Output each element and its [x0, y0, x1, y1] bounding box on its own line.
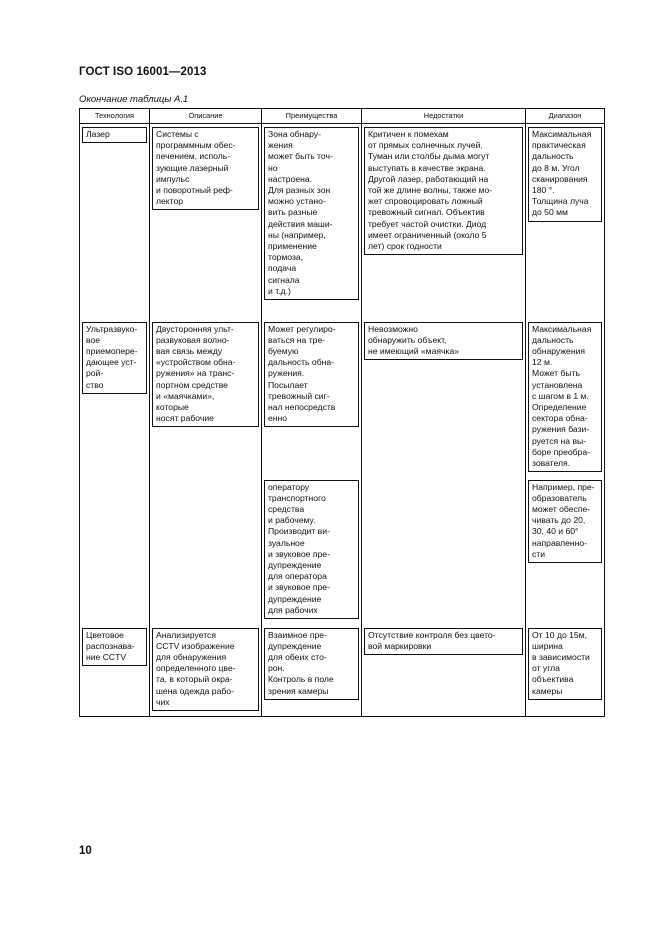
cell-advantages [262, 625, 362, 717]
table-row-cctv [80, 625, 605, 717]
cell-text: Двусторонняя ульт- развуковая волно- вая связь между «устройством обна- ружения» на транс- портном средстве и «маячками», которые носят рабочие [152, 322, 259, 428]
cell-text: Лазер [82, 127, 147, 143]
cell-description [150, 319, 262, 477]
table-header-row [80, 109, 605, 124]
column-header-technology: Технология [80, 109, 150, 124]
page-number: 10 [79, 845, 92, 857]
cell-technology [80, 625, 150, 717]
table-row-laser [80, 124, 605, 319]
cell-description [150, 124, 262, 319]
cell-description [150, 477, 262, 625]
cell-text: Отсутствие контроля без цвето- вой маркировки [364, 628, 523, 655]
cell-text: От 10 до 15м, ширина в зависимости от угла объектива камеры [528, 628, 602, 700]
cell-text: Системы с программным обес- печением, исполь- зующие лазерный импульс и поворотный реф- лектор [152, 127, 259, 210]
cell-disadvantages [362, 124, 526, 319]
cell-range [526, 625, 605, 717]
document-header-title: ГОСТ ISO 16001—2013 [79, 66, 207, 78]
cell-technology [80, 124, 150, 319]
cell-disadvantages [362, 477, 526, 625]
column-header-range: Диапазон [526, 109, 605, 124]
column-header-advantages: Преимущества [262, 109, 362, 124]
cell-text: Невозможно обнаружить объект, не имеющий «маячка» [364, 322, 523, 361]
table-caption: Окончание таблицы А.1 [79, 94, 189, 105]
table-row-ultrasonic [80, 319, 605, 477]
cell-text: Критичен к помехам от прямых солнечных лучей. Туман или столбы дыма могут выступать в качестве экрана. Другой лазер, работающий на той же длине волны, также мо- жет спровоцировать ложный тревожный сигнал. Объектив требует частой очистки. Диод имеет ограниченный (около 5 лет) срок годности [364, 127, 523, 255]
cell-text: Может регулиро- ваться на тре- буемую дальность обна- ружения. Посылает тревожный сиг- нал непосредств енно [264, 322, 359, 428]
table-row-ultrasonic-continued [80, 477, 605, 625]
cell-disadvantages [362, 319, 526, 477]
cell-disadvantages [362, 625, 526, 717]
cell-text: Цветовое распознава- ние CCTV [82, 628, 147, 667]
cell-technology [80, 477, 150, 625]
cell-text: Максимальная практическая дальность до 8 м. Угол сканирования 180 °. Толщина луча до 50 мм [528, 127, 602, 222]
cell-text: Зона обнару- жения может быть точ- но настроена. Для разных зон можно устано- вить разные действия маши- ны (например, применение тормоза, подача сигнала и т.д.) [264, 127, 359, 300]
cell-text: оператору транспортного средства и рабочему. Производит ви- зуальное и звуковое пре- дупреждение для оператора и звуковое пре- дупреждение для рабочих [264, 480, 359, 619]
cell-text: Ультразвуко- вое приемопере- дающее уст- рой- ство [82, 322, 147, 394]
column-header-disadvantages: Недостатки [362, 109, 526, 124]
cell-range [526, 319, 605, 477]
cell-text: Например, пре- образователь может обеспе- чивать до 20, 30, 40 и 60° направленно- сти [528, 480, 602, 563]
cell-text: Взаимное пре- дупреждение для обеих сто- рон. Контроль в поле зрения камеры [264, 628, 359, 700]
cell-range [526, 124, 605, 319]
cell-text: Максимальная дальность обнаружения 12 м. Может быть установлена с шагом в 1 м. Определение сектора обна- ружения бази- руется на вы- боре преобра- зователя. [528, 322, 602, 473]
cell-advantages [262, 319, 362, 477]
cell-advantages [262, 477, 362, 625]
cell-advantages [262, 124, 362, 319]
cell-range [526, 477, 605, 625]
column-header-description: Описание [150, 109, 262, 124]
technology-comparison-table [79, 108, 605, 717]
cell-technology [80, 319, 150, 477]
cell-text: Анализируется CCTV изображение для обнаружения определенного цве- та, в который окра- шена одежда рабо- чих [152, 628, 259, 711]
cell-description [150, 625, 262, 717]
